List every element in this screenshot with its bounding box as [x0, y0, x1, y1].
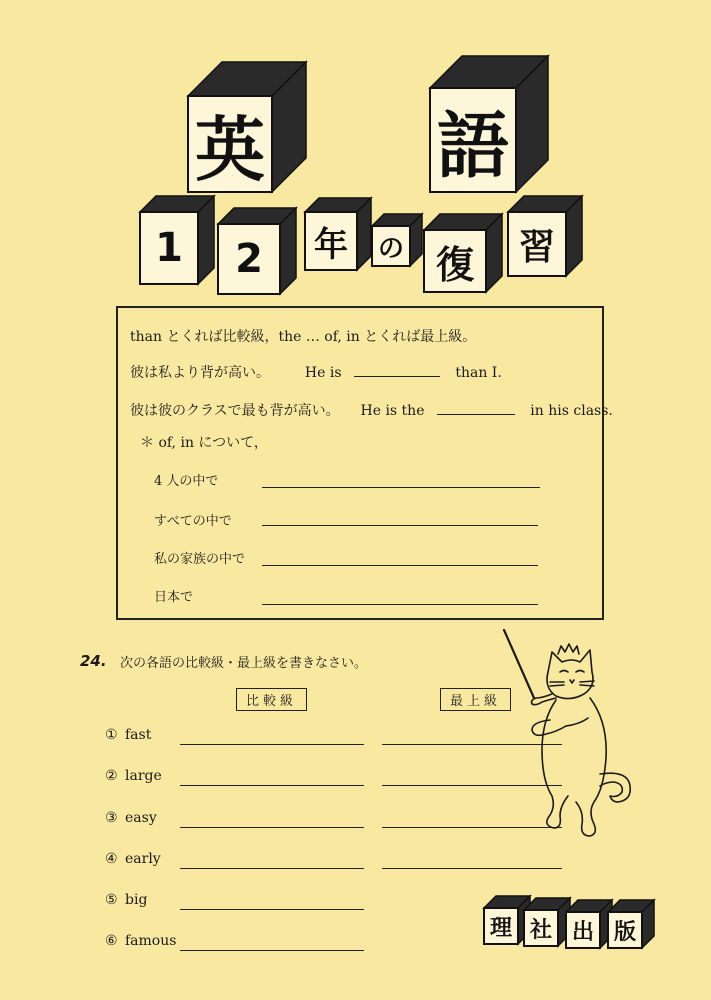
word-number: ⑤: [105, 892, 118, 908]
comparative-answer-line[interactable]: [180, 744, 364, 745]
example-2-english-end: in his class.: [530, 403, 613, 419]
subtitle-cube: [424, 214, 502, 292]
example-2-english-start: He is the: [360, 403, 425, 419]
comparative-answer-line[interactable]: [180, 868, 364, 869]
phrase-answer-line[interactable]: [262, 604, 538, 605]
word-text: early: [125, 851, 161, 867]
example-1-blank[interactable]: [354, 375, 440, 377]
phrase-label: 4 人の中で: [154, 474, 219, 489]
review-box: [116, 306, 613, 620]
example-2-blank[interactable]: [437, 413, 515, 415]
cube-character: 1: [155, 225, 183, 271]
example-2: [130, 400, 613, 420]
question-instruction: 次の各語の比較級・最上級を書きなさい。: [120, 656, 368, 671]
phrase-label: すべての中で: [154, 514, 232, 529]
cube-character: 語: [436, 104, 509, 188]
word-item: [105, 851, 161, 867]
publisher-cube: [608, 900, 654, 948]
title-cube: [188, 62, 306, 192]
title-cube: [430, 56, 548, 192]
word-item: [105, 727, 151, 743]
subtitle-cube: [305, 198, 371, 270]
cube-side-face: [280, 208, 296, 294]
word-text: famous: [125, 933, 177, 949]
comparative-answer-line[interactable]: [180, 827, 364, 828]
cat-teacher-illustration: [490, 628, 640, 868]
example-1-japanese: 彼は私より背が高い。: [130, 365, 270, 381]
word-item: [105, 933, 176, 949]
review-intro: than とくれば比較級，the … of, in とくれば最上級。: [130, 329, 477, 345]
word-text: fast: [125, 727, 152, 743]
phrase-answer-line[interactable]: [262, 565, 538, 566]
word-item: [105, 810, 157, 826]
word-text: big: [125, 892, 148, 908]
phrase-answer-line[interactable]: [262, 487, 540, 488]
publisher-cube: [566, 900, 612, 948]
subtitle-cube: [372, 214, 422, 266]
comparative-answer-line[interactable]: [180, 909, 364, 910]
cube-character: 英: [195, 108, 265, 191]
phrase-label: 日本で: [154, 590, 194, 605]
comparative-answer-line[interactable]: [180, 950, 364, 951]
example-1: [130, 362, 502, 382]
subtitle-cube: [218, 208, 296, 294]
example-2-japanese: 彼は彼のクラスで最も背が高い。: [130, 403, 340, 419]
word-text: large: [125, 768, 162, 784]
word-item: [105, 768, 162, 784]
phrase-label: 私の家族の中で: [154, 552, 246, 567]
cube-character: 版: [613, 919, 636, 945]
word-number: ③: [105, 810, 118, 826]
cube-character: 復: [435, 242, 474, 287]
comparative-header: 比較級: [236, 688, 307, 711]
example-1-english-end: than I.: [455, 365, 502, 381]
phrase-answer-line[interactable]: [262, 525, 538, 526]
cube-character: 理: [489, 915, 512, 941]
cube-character: 習: [518, 226, 555, 268]
superlative-header: 最上級: [440, 688, 511, 711]
word-number: ②: [105, 768, 118, 784]
cube-character: 出: [571, 919, 594, 945]
subtitle-cube: [140, 196, 214, 284]
question-number: 24.: [80, 652, 107, 670]
word-number: ④: [105, 851, 118, 867]
cube-character: の: [377, 233, 404, 264]
cube-side-face: [198, 196, 214, 284]
comparative-answer-line[interactable]: [180, 785, 364, 786]
cube-character: 年: [314, 224, 348, 265]
cube-character: 社: [529, 917, 552, 943]
of-in-note: ＊ of, in について，: [140, 435, 268, 451]
word-number: ①: [105, 727, 118, 743]
subtitle-cube: [508, 196, 582, 276]
word-number: ⑥: [105, 933, 118, 949]
cube-character: 2: [235, 236, 263, 282]
example-1-english-start: He is: [304, 365, 342, 381]
word-text: easy: [125, 810, 157, 826]
publisher-cube: [524, 898, 570, 946]
superlative-answer-line[interactable]: [382, 868, 562, 869]
word-item: [105, 892, 147, 908]
